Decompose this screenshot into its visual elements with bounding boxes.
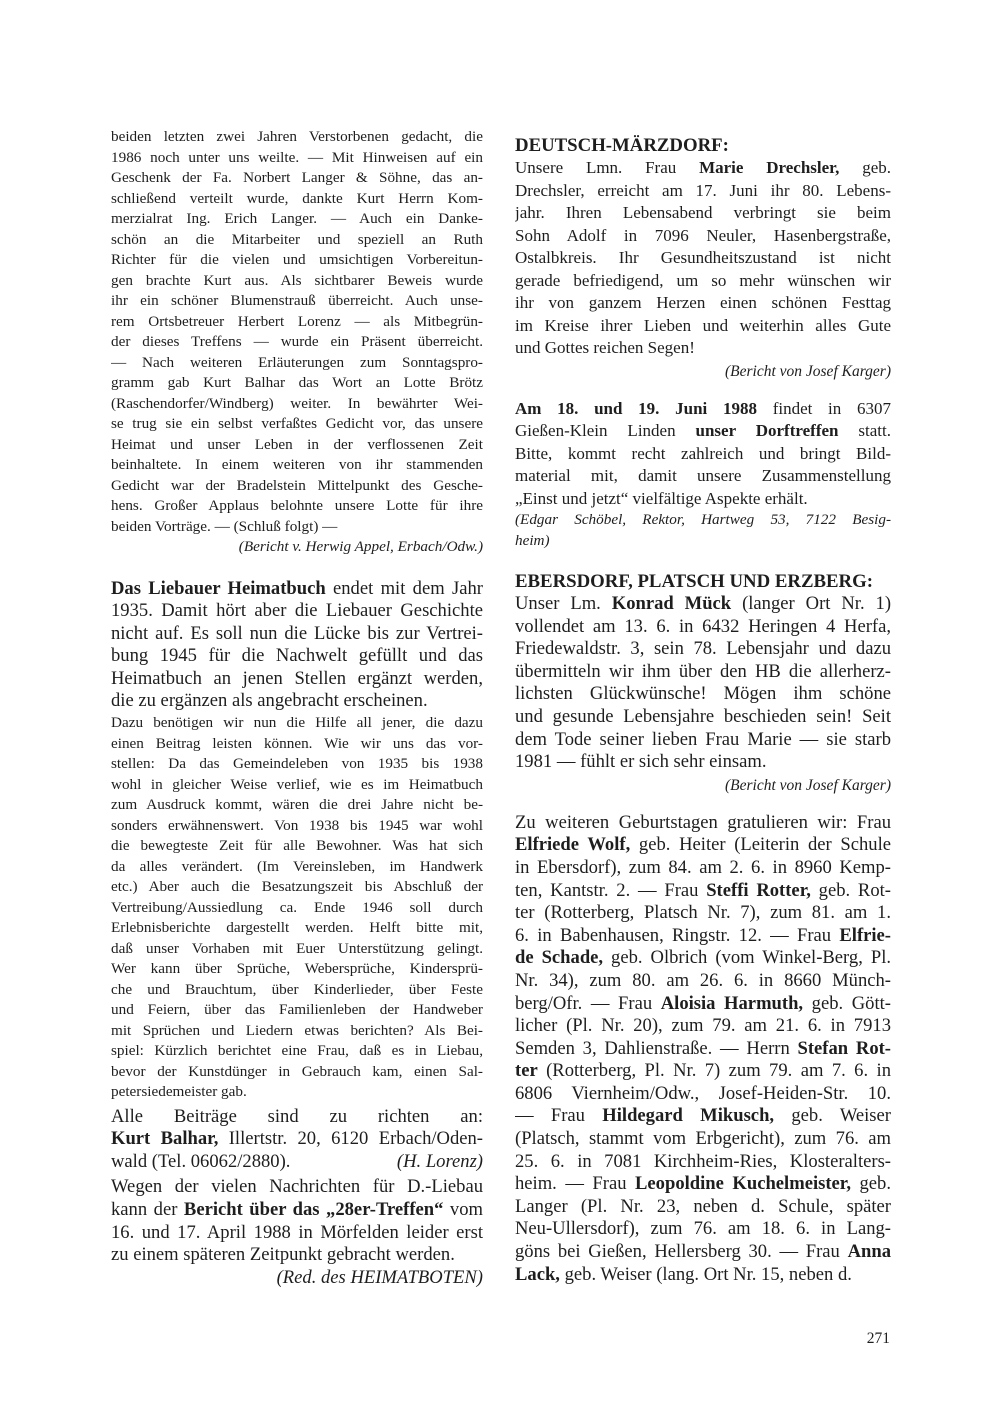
text-line — [515, 751, 891, 774]
text-line — [111, 312, 483, 333]
text-line — [515, 1218, 891, 1241]
text-run: 25. 6. in 7081 Kirchheim-Ries, Klosteralters- — [515, 1150, 891, 1172]
italic-text: (Bericht von Josef Karger) — [724, 362, 891, 380]
text-line — [111, 496, 483, 517]
text-line — [111, 373, 483, 394]
text-run: findet in 6307 — [756, 398, 891, 418]
bold-text: Bericht über das „28er-Treffen“ — [183, 1198, 444, 1220]
spacer — [111, 558, 483, 578]
text-line — [111, 795, 483, 816]
text-run: Nr. 34), zum 80. am 26. 6. in 8660 Münch- — [515, 969, 891, 991]
text-line — [111, 1199, 483, 1222]
text-run: geb. Heiter (Leiterin der Schule — [630, 834, 891, 856]
text-line — [111, 713, 483, 734]
text-line — [515, 683, 891, 706]
text-line — [515, 1173, 891, 1196]
text-run: die bewegteste Zeit für alle Bewohner. Was hat sich — [111, 837, 483, 855]
text-line — [111, 250, 483, 271]
text-run: Heimatbuch an jenen Stellen ergänzt werden, — [111, 667, 483, 689]
text-line — [111, 1000, 483, 1021]
text-run: mit Sprüchen und Liedern etwas berichten? Als Bei- — [111, 1021, 483, 1039]
italic-text: (Edgar Schöbel, Rektor, Hartweg 53, 7122 Besig- — [515, 511, 891, 528]
text-run: ihr von ganzem Herzen einen schönen Festtag — [515, 293, 891, 312]
text-line — [111, 1041, 483, 1062]
text-run: gerade befriedigend, um so mehr wünschen wir — [515, 270, 891, 290]
text-run: im Kreise ihrer Lieben und weiterhin alles Gute — [515, 315, 891, 335]
text-run: geb. Rot- — [810, 879, 891, 901]
text-line — [515, 225, 891, 248]
text-line — [515, 593, 891, 616]
text-line — [111, 414, 483, 435]
text-run: wohl in gleicher Weise verlief, wie es im Heimatbuch — [111, 775, 483, 793]
editorial-note — [111, 1176, 483, 1266]
text-run: 6. in Babenhausen, Ringstr. 12. — Frau — [515, 924, 840, 946]
text-line — [111, 980, 483, 1001]
text-run: 16. und 17. April 1988 in Mörfelden leider erst — [111, 1221, 483, 1243]
text-line — [515, 270, 891, 293]
text-line — [111, 668, 483, 691]
text-run: material mit, damit unsere Zusammenstellung — [515, 466, 891, 485]
text-line — [515, 774, 891, 798]
bold-text: EBERSDORF, PLATSCH UND ERZBERG: — [515, 571, 873, 592]
text-run: beiden letzten zwei Jahren Verstorbenen gedacht, die — [111, 128, 483, 145]
text-line — [515, 465, 891, 488]
text-run: merzialrat Ing. Erich Langer. — Auch ein Danke- — [111, 210, 483, 227]
heimatbuch-request — [111, 713, 483, 1103]
text-line — [515, 135, 891, 157]
text-line — [515, 1060, 891, 1083]
text-run: bevor der Kunstdünger in Gebrauch kam, einen Sal- — [111, 1062, 483, 1080]
text-line — [515, 420, 891, 443]
text-line — [515, 638, 891, 661]
credit-schoebel — [515, 510, 891, 551]
text-line — [111, 1244, 483, 1267]
text-run: Wer kann über Sprüche, Webersprüche, Kindersprü- — [111, 960, 483, 978]
text-run: Erlebnisberichte dargestellt werden. Helft bitte mit, — [111, 919, 483, 937]
text-run: geb. Weiser — [774, 1105, 891, 1127]
text-line — [515, 292, 891, 315]
text-line — [111, 291, 483, 312]
text-line — [111, 690, 483, 713]
text-run: Zu weiteren Geburtstagen gratulieren wir: Frau — [515, 811, 891, 833]
bold-text: Hildegard Mikusch, — [602, 1105, 775, 1127]
text-run: ten, Kantstr. 2. — Frau — [515, 879, 707, 901]
text-line — [111, 623, 483, 646]
text-run: geb. Weiser (lang. Ort Nr. 15, neben d. — [559, 1263, 852, 1285]
text-run: (Rotterberg, Pl. Nr. 7) zum 79. am 7. 6. in — [537, 1060, 891, 1082]
text-line — [515, 1264, 891, 1287]
text-line — [515, 1083, 891, 1106]
text-run: etc.) Aber auch die Besatzungszeit bis Abschluß der — [111, 878, 483, 896]
text-line — [111, 918, 483, 939]
bold-text: Das Liebauer Heimatbuch — [111, 577, 326, 599]
text-line — [111, 1082, 483, 1103]
text-run: Wegen der vielen Nachrichten für D.-Liebau — [111, 1176, 483, 1198]
text-run: se trug sie ein selbst verfaßtes Gedicht vor, das unsere — [111, 415, 483, 432]
text-line — [111, 1176, 483, 1199]
text-run: (Platsch, stammt vom Erbgericht), zum 76. am — [515, 1128, 891, 1150]
text-run: — Frau — [515, 1105, 603, 1127]
text-run: jahr. Ihren Lebensabend verbringt sie beim — [515, 203, 891, 222]
text-line — [111, 754, 483, 775]
text-run: da alles verändert. (Im Vereinsleben, im Handwerk — [111, 857, 483, 875]
text-run: Alle Beiträge sind zu richten an: — [111, 1105, 483, 1127]
text-run: daß unser Vorhaben mit Euer Unterstützung gelingt. — [111, 939, 483, 957]
text-run: Gießen-Klein Linden — [515, 421, 696, 440]
text-run: die zu ergänzen als angebracht erscheinen. — [111, 690, 428, 712]
spacer — [515, 798, 891, 812]
dorftreffen-announcement — [515, 398, 891, 511]
text-line — [515, 857, 891, 880]
text-line — [515, 616, 891, 639]
text-line — [515, 337, 891, 360]
text-line — [515, 247, 891, 270]
credit-karger-2 — [515, 774, 891, 798]
text-run: beiden Vorträge. — (Schluß folgt) — — [111, 517, 338, 535]
bold-text: Am 18. und 19. Juni 1988 — [515, 398, 757, 418]
text-run: und Gottes reichen Segen! — [515, 338, 695, 357]
text-line — [515, 180, 891, 203]
text-line — [111, 1062, 483, 1083]
text-line — [111, 127, 483, 148]
bold-text: Elfrie- — [839, 924, 891, 946]
right-column — [515, 127, 891, 1286]
text-run: licher (Pl. Nr. 20), zum 79. am 21. 6. in 7913 — [515, 1015, 891, 1037]
text-line — [515, 1038, 891, 1061]
text-run: Ostalbkreis. Ihr Gesundheitszustand ist nicht — [515, 248, 891, 267]
text-run: heim. — Frau — [515, 1173, 636, 1195]
text-run: Dazu benötigen wir nun die Hilfe all jener, die dazu — [111, 714, 483, 732]
text-line — [515, 531, 891, 552]
text-run: Friedewaldstr. 3, sein 78. Lebensjahr und dazu — [515, 638, 891, 660]
left-column — [111, 127, 483, 1289]
text-run: hens. Großer Applaus belohnte unsere Lotte für ihre — [111, 497, 483, 514]
text-run: Langer (Pl. Nr. 23, neben d. Schule, später — [515, 1195, 891, 1217]
text-line — [111, 1128, 483, 1151]
text-line — [111, 435, 483, 456]
text-run: lichsten Glückwünsche! Mögen ihm schöne — [515, 683, 891, 705]
text-line — [111, 645, 483, 668]
text-line — [111, 600, 483, 623]
text-line — [515, 157, 891, 180]
text-run: und gesunde Lebensjahre beschieden sein! Seit — [515, 705, 891, 727]
text-line — [111, 775, 483, 796]
text-run: vollendet am 13. 6. in 6432 Heringen 4 Herfa, — [515, 615, 891, 637]
text-run: geb. — [851, 1173, 891, 1195]
text-run: ihr ein schöner Blumenstrauß überreicht. Auch unse- — [111, 292, 483, 309]
text-line — [515, 706, 891, 729]
bold-text: Marie Drechsler, — [699, 158, 840, 177]
text-line — [515, 902, 891, 925]
text-run: sonders erwähnenswert. Von 1938 bis 1945 war wohl — [111, 816, 483, 834]
drechsler-birthday — [515, 157, 891, 360]
text-run: Sohn Adolf in 7096 Neuler, Hasenbergstraße, — [515, 225, 891, 245]
text-line — [515, 202, 891, 225]
italic-text: (Bericht von Josef Karger) — [724, 776, 891, 794]
text-line — [111, 168, 483, 189]
contact-address — [111, 1106, 483, 1174]
text-run: — Nach weiteren Erläuterungen zum Sonntagspro- — [111, 353, 483, 371]
text-run: der dieses Treffens — wurde ein Präsent überreicht. — [111, 333, 483, 350]
section-heading — [515, 571, 891, 593]
text-line — [515, 812, 891, 835]
text-run: geb. Olbrich (vom Winkel-Berg, Pl. — [603, 947, 891, 969]
text-run: geb. Gött- — [803, 992, 891, 1014]
text-run: endet mit dem Jahr — [325, 577, 483, 599]
text-line — [515, 1015, 891, 1038]
text-line — [111, 476, 483, 497]
text-line — [111, 394, 483, 415]
text-line — [111, 816, 483, 837]
text-run: che und Brauchtum, über Kinderlieder, über Feste — [111, 980, 483, 998]
bold-text: unser Dorftreffen — [695, 421, 839, 440]
bold-text: Stefan Rot- — [797, 1037, 891, 1059]
text-run: (Raschendorfer/Windberg) weiter. In bewährter Wei- — [111, 394, 483, 412]
text-run: Unsere Lmn. Frau — [515, 158, 700, 177]
text-run: 1986 noch unter uns weilte. — Mit Hinweisen auf ein — [111, 148, 483, 166]
credit-karger-1 — [515, 360, 891, 384]
text-run: „Einst und jetzt“ vielfältige Aspekte erhält. — [515, 488, 808, 508]
text-line — [515, 510, 891, 531]
text-line — [515, 947, 891, 970]
text-line — [515, 834, 891, 857]
report-credit-appel — [111, 537, 483, 558]
text-run: und Feiern, über das Familienleben der Handweber — [111, 1001, 483, 1019]
text-line — [515, 1241, 891, 1264]
text-line — [111, 836, 483, 857]
text-line — [111, 209, 483, 230]
text-line — [515, 925, 891, 948]
text-run: Vertreibung/Aussiedlung ca. Ende 1946 soll durch — [111, 898, 483, 916]
text-line — [515, 1196, 891, 1219]
heimatbuch-intro — [111, 578, 483, 714]
text-line — [111, 1021, 483, 1042]
italic-text: (Bericht v. Herwig Appel, Erbach/Odw.) — [238, 538, 483, 555]
text-run: Neu-Ullersdorf), zum 76. am 18. 6. in Lang- — [515, 1218, 891, 1240]
text-run: geb. — [839, 158, 891, 177]
text-run: zu einem späteren Zeitpunkt gebracht werden. — [111, 1244, 455, 1266]
text-run: rem Ortsbetreuer Herbert Lorenz — als Mitbegrün- — [111, 312, 483, 330]
text-line — [111, 537, 483, 558]
text-run: 1935. Damit hört aber die Liebauer Geschichte — [111, 600, 483, 622]
text-run: vom — [443, 1198, 483, 1220]
spacer — [515, 384, 891, 398]
text-line — [111, 1267, 483, 1290]
bold-text: DEUTSCH-MÄRZDORF: — [515, 135, 729, 156]
text-run: 6806 Viernheim/Odw., Josef-Heiden-Str. 10. — [515, 1082, 891, 1104]
text-line — [111, 939, 483, 960]
text-line — [515, 729, 891, 752]
mueck-birthday — [515, 593, 891, 774]
text-line — [515, 1105, 891, 1128]
text-run: petersiedemeister gab. — [111, 1083, 247, 1101]
text-line — [515, 360, 891, 384]
text-line — [515, 315, 891, 338]
text-line — [111, 578, 483, 601]
text-run: Heimat und unser Leben in der verflossenen Zeit — [111, 435, 483, 453]
text-run: Bitte, kommt recht zahlreich und bringt Bild- — [515, 443, 891, 463]
text-run: Semden 3, Dahlienstraße. — Herrn — [515, 1037, 798, 1059]
text-run: schließend verteilt wurde, dankte Kurt Herrn Kom- — [111, 189, 483, 207]
birthday-list — [515, 812, 891, 1286]
bold-text: Kurt Balhar, — [111, 1128, 219, 1150]
text-line — [515, 571, 891, 593]
text-line — [111, 189, 483, 210]
italic-text: (H. Lorenz) — [396, 1150, 483, 1172]
bold-text: Konrad Mück — [611, 593, 732, 614]
text-run: stellen: Da das Gemeindeleben von 1935 bis 1938 — [111, 755, 483, 773]
text-run: kann der — [111, 1198, 184, 1220]
text-run: gen brachte Kurt aus. Als sichtbarer Beweis wurde — [111, 271, 483, 289]
text-run: bung 1945 für die Nachwelt gefüllt und das — [111, 645, 483, 667]
text-line — [515, 443, 891, 466]
text-run: statt. — [838, 421, 891, 440]
text-run: einen Beitrag leisten können. Wie wir uns das vor- — [111, 734, 483, 752]
text-run: gramm gab Kurt Balhar das Wort an Lotte Brötz — [111, 374, 483, 391]
text-run: Geschenk der Fa. Norbert Langer & Söhne, das an- — [111, 169, 483, 186]
text-run: göns bei Gießen, Hellersberg 30. — Frau — [515, 1241, 848, 1263]
text-run: berg/Ofr. — Frau — [515, 992, 661, 1014]
bold-text: Anna — [847, 1241, 891, 1263]
spacer — [515, 551, 891, 571]
text-run: Gedicht war der Bradelstein Mittelpunkt des Gesche- — [111, 476, 483, 494]
text-run: 1981 — fühlt er sich sehr einsam. — [515, 751, 767, 773]
bold-text: Elfriede Wolf, — [515, 834, 631, 856]
text-line — [111, 959, 483, 980]
spacer — [515, 127, 891, 135]
text-line — [515, 1151, 891, 1174]
text-line — [515, 1128, 891, 1151]
text-run: Unser Lm. — [515, 593, 612, 614]
text-run: wald (Tel. 06062/2880). — [111, 1150, 291, 1172]
page-number: 271 — [866, 1330, 890, 1347]
text-line — [111, 332, 483, 353]
text-line — [111, 455, 483, 476]
text-line — [515, 970, 891, 993]
text-line — [515, 661, 891, 684]
text-line — [111, 898, 483, 919]
text-run: schön an die Mitarbeiter und speziell an Ruth — [111, 230, 483, 248]
text-line — [111, 1151, 483, 1174]
text-run: übermitteln wir ihm über den HB die allerherz- — [515, 660, 891, 682]
bold-text: Aloisia Harmuth, — [660, 992, 804, 1014]
text-line — [111, 230, 483, 251]
text-run: nicht auf. Es soll nun die Lücke bis zur Vertrei- — [111, 622, 483, 644]
bold-text: Lack, — [515, 1263, 560, 1285]
bold-text: Leopoldine Kuchelmeister, — [635, 1173, 851, 1195]
text-run: zum Ausdruck kommt, wären die drei Jahre nicht be- — [111, 796, 483, 814]
text-run: in Ebersdorf), zum 84. am 2. 6. in 8960 Kemp- — [515, 856, 891, 878]
bold-text: ter — [515, 1060, 538, 1082]
text-run: (langer Ort Nr. 1) — [731, 593, 891, 614]
text-line — [111, 877, 483, 898]
text-run: beinhaltete. In einem weiteren von ihr stammenden — [111, 456, 483, 473]
bold-text: de Schade, — [515, 947, 604, 969]
text-line — [111, 1106, 483, 1129]
text-line — [111, 734, 483, 755]
text-run: Richter für die vielen und umsichtigen Vorbereitun- — [111, 251, 483, 268]
editorial-credit — [111, 1267, 483, 1290]
text-line — [515, 398, 891, 421]
text-run: Illertstr. 20, 6120 Erbach/Oden- — [218, 1128, 483, 1150]
text-line — [111, 271, 483, 292]
text-line — [515, 880, 891, 903]
text-line — [111, 857, 483, 878]
italic-text: (Red. des HEIMATBOTEN) — [276, 1266, 483, 1288]
text-line — [111, 148, 483, 169]
text-line — [515, 993, 891, 1016]
text-run: spiel: Kürzlich berichtet eine Frau, daß es in Liebau, — [111, 1042, 483, 1060]
text-line — [515, 488, 891, 511]
text-line — [111, 517, 483, 538]
section-heading — [515, 135, 891, 157]
bold-text: Steffi Rotter, — [706, 879, 811, 901]
text-line — [111, 353, 483, 374]
report-continuation — [111, 127, 483, 537]
text-line — [111, 1222, 483, 1245]
text-run: ter (Rotterberg, Platsch Nr. 7), zum 81. am 1. — [515, 902, 891, 924]
text-run: dem Tode seiner lieben Frau Marie — sie starb — [515, 728, 891, 750]
italic-text: heim) — [515, 531, 550, 549]
text-run: Drechsler, erreicht am 17. Juni ihr 80. Lebens- — [515, 180, 891, 200]
